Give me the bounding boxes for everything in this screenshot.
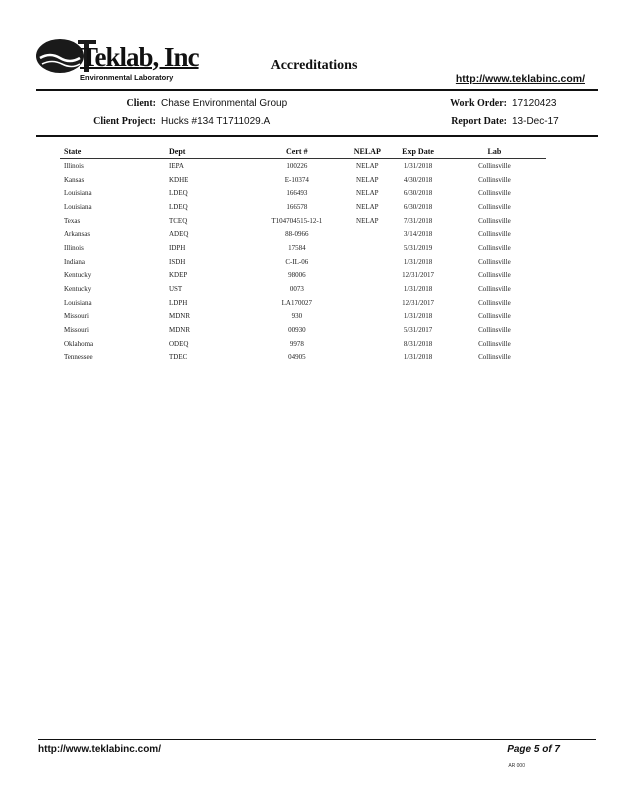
accreditations-table (60, 145, 546, 364)
table-row (60, 173, 546, 187)
state-cell: Missouri (64, 326, 89, 335)
col-dept: Dept (169, 145, 252, 159)
website-link-bottom[interactable]: http://www.teklabinc.com/ (38, 744, 161, 755)
exp-date-cell: 3/14/2018 (403, 230, 433, 239)
lab-cell: Collinsville (478, 285, 511, 294)
state-cell: Illinois (64, 161, 84, 170)
exp-date-cell: 7/31/2018 (403, 216, 433, 225)
dept-cell: ODEQ (168, 339, 189, 348)
nelap-cell (341, 241, 393, 255)
cert-cell: 98006 (288, 271, 306, 280)
table-row (60, 351, 546, 365)
nelap-cell (341, 255, 393, 269)
client-label: Client: (126, 98, 156, 109)
cert-cell: 100226 (286, 161, 308, 170)
website-link-top[interactable]: http://www.teklabinc.com/ (455, 73, 585, 85)
lab-cell: Collinsville (478, 202, 511, 211)
table-row (60, 255, 546, 269)
nelap-cell: NELAP (356, 202, 379, 211)
cert-cell: 04905 (288, 353, 306, 362)
lab-cell: Collinsville (478, 257, 511, 266)
lab-cell: Collinsville (478, 326, 511, 335)
logo-subtitle: Environmental Laboratory (80, 73, 174, 82)
state-cell: Louisiana (64, 189, 92, 198)
dept-cell: IEPA (168, 161, 184, 170)
dept-cell: TCEQ (168, 216, 188, 225)
col-state: State (60, 145, 169, 159)
state-cell: Arkansas (64, 230, 91, 239)
exp-date-cell: 8/31/2018 (403, 339, 433, 348)
nelap-cell (341, 282, 393, 296)
dept-cell: LDEQ (168, 202, 188, 211)
table-row (60, 296, 546, 310)
dept-cell: ISDH (168, 257, 186, 266)
exp-date-cell: 5/31/2019 (403, 243, 433, 252)
nelap-cell (341, 337, 393, 351)
table-row (60, 310, 546, 324)
exp-date-cell: 1/31/2018 (403, 353, 433, 362)
table-header-row (60, 145, 546, 159)
page-number: Page 5 of 7 (507, 744, 560, 755)
nelap-cell: NELAP (356, 189, 379, 198)
exp-date-cell: 5/31/2017 (403, 326, 433, 335)
cert-cell: 9978 (289, 339, 304, 348)
dept-cell: LDEQ (168, 189, 188, 198)
nelap-cell: NELAP (356, 175, 379, 184)
state-cell: Louisiana (64, 202, 92, 211)
table-row (60, 282, 546, 296)
lab-cell: Collinsville (478, 312, 511, 321)
state-cell: Texas (64, 216, 81, 225)
work-order-value: 17120423 (512, 98, 557, 109)
header-divider (36, 89, 598, 91)
lab-cell: Collinsville (478, 353, 511, 362)
cert-cell: 00930 (288, 326, 306, 335)
table-row (60, 241, 546, 255)
exp-date-cell: 6/30/2018 (403, 202, 433, 211)
state-cell: Kentucky (64, 285, 92, 294)
dept-cell: MDNR (168, 312, 190, 321)
nelap-cell (341, 269, 393, 283)
exp-date-cell: 6/30/2018 (403, 189, 433, 198)
cert-cell: 166578 (286, 202, 308, 211)
table-row (60, 337, 546, 351)
exp-date-cell: 1/31/2018 (403, 312, 433, 321)
lab-cell: Collinsville (478, 339, 511, 348)
client-value: Chase Environmental Group (161, 98, 288, 109)
lab-cell: Collinsville (478, 175, 511, 184)
exp-date-cell: 1/31/2018 (403, 285, 433, 294)
col-exp-date: Exp Date (393, 145, 443, 159)
lab-cell: Collinsville (478, 230, 511, 239)
exp-date-cell: 12/31/2017 (402, 271, 434, 280)
state-cell: Kentucky (64, 271, 92, 280)
table-row (60, 186, 546, 200)
cert-cell: T104704515-12-1 (271, 216, 323, 225)
lab-cell: Collinsville (478, 298, 511, 307)
exp-date-cell: 12/31/2017 (402, 298, 434, 307)
lab-cell: Collinsville (478, 271, 511, 280)
col-lab: Lab (443, 145, 546, 159)
report-date-label: Report Date: (451, 116, 507, 127)
dept-cell: TDEC (168, 353, 188, 362)
state-cell: Tennessee (64, 353, 93, 362)
exp-date-cell: 1/31/2018 (403, 257, 433, 266)
report-date-value: 13-Dec-17 (512, 116, 559, 127)
table-row (60, 323, 546, 337)
table-row (60, 227, 546, 241)
header-bottom-divider (36, 135, 598, 137)
nelap-cell (341, 351, 393, 365)
lab-cell: Collinsville (478, 161, 511, 170)
dept-cell: UST (168, 285, 183, 294)
lab-cell: Collinsville (478, 243, 511, 252)
state-cell: Kansas (64, 175, 85, 184)
state-cell: Louisiana (64, 298, 92, 307)
nelap-cell (341, 296, 393, 310)
exp-date-cell: 1/31/2018 (403, 161, 433, 170)
footer-divider (38, 739, 596, 740)
logo-name: Teklab, Inc (80, 42, 199, 72)
table-row (60, 214, 546, 228)
nelap-cell (341, 310, 393, 324)
nelap-cell: NELAP (356, 216, 379, 225)
col-cert: Cert # (252, 145, 341, 159)
dept-cell: KDEP (168, 271, 188, 280)
cert-cell: 930 (291, 312, 303, 321)
state-cell: Illinois (64, 243, 84, 252)
exp-date-cell: 4/30/2018 (403, 175, 433, 184)
cert-cell: 166493 (286, 189, 308, 198)
dept-cell: LDPH (168, 298, 188, 307)
table-row (60, 269, 546, 283)
cert-cell: 17584 (288, 243, 306, 252)
nelap-cell (341, 323, 393, 337)
cert-cell: C-IL-06 (285, 257, 309, 266)
document-stamp: AR 000 (508, 763, 525, 769)
table-row (60, 159, 546, 173)
cert-cell: LA170027 (281, 298, 312, 307)
state-cell: Missouri (64, 312, 89, 321)
cert-cell: 0073 (289, 285, 304, 294)
cert-cell: E-10374 (284, 175, 309, 184)
nelap-cell (341, 227, 393, 241)
cert-cell: 88-0966 (285, 230, 309, 239)
dept-cell: KDHE (168, 175, 189, 184)
state-cell: Indiana (64, 257, 85, 266)
lab-cell: Collinsville (478, 189, 511, 198)
nelap-cell: NELAP (356, 161, 379, 170)
work-order-label: Work Order: (450, 98, 507, 109)
table-row (60, 200, 546, 214)
state-cell: Oklahoma (64, 339, 94, 348)
dept-cell: MDNR (168, 326, 190, 335)
lab-cell: Collinsville (478, 216, 511, 225)
col-nelap: NELAP (341, 145, 393, 159)
dept-cell: ADEQ (168, 230, 189, 239)
dept-cell: IDPH (168, 243, 186, 252)
project-label: Client Project: (93, 116, 156, 127)
project-value: Hucks #134 T1711029.A (161, 116, 271, 127)
page-title: Accreditations (270, 58, 358, 73)
